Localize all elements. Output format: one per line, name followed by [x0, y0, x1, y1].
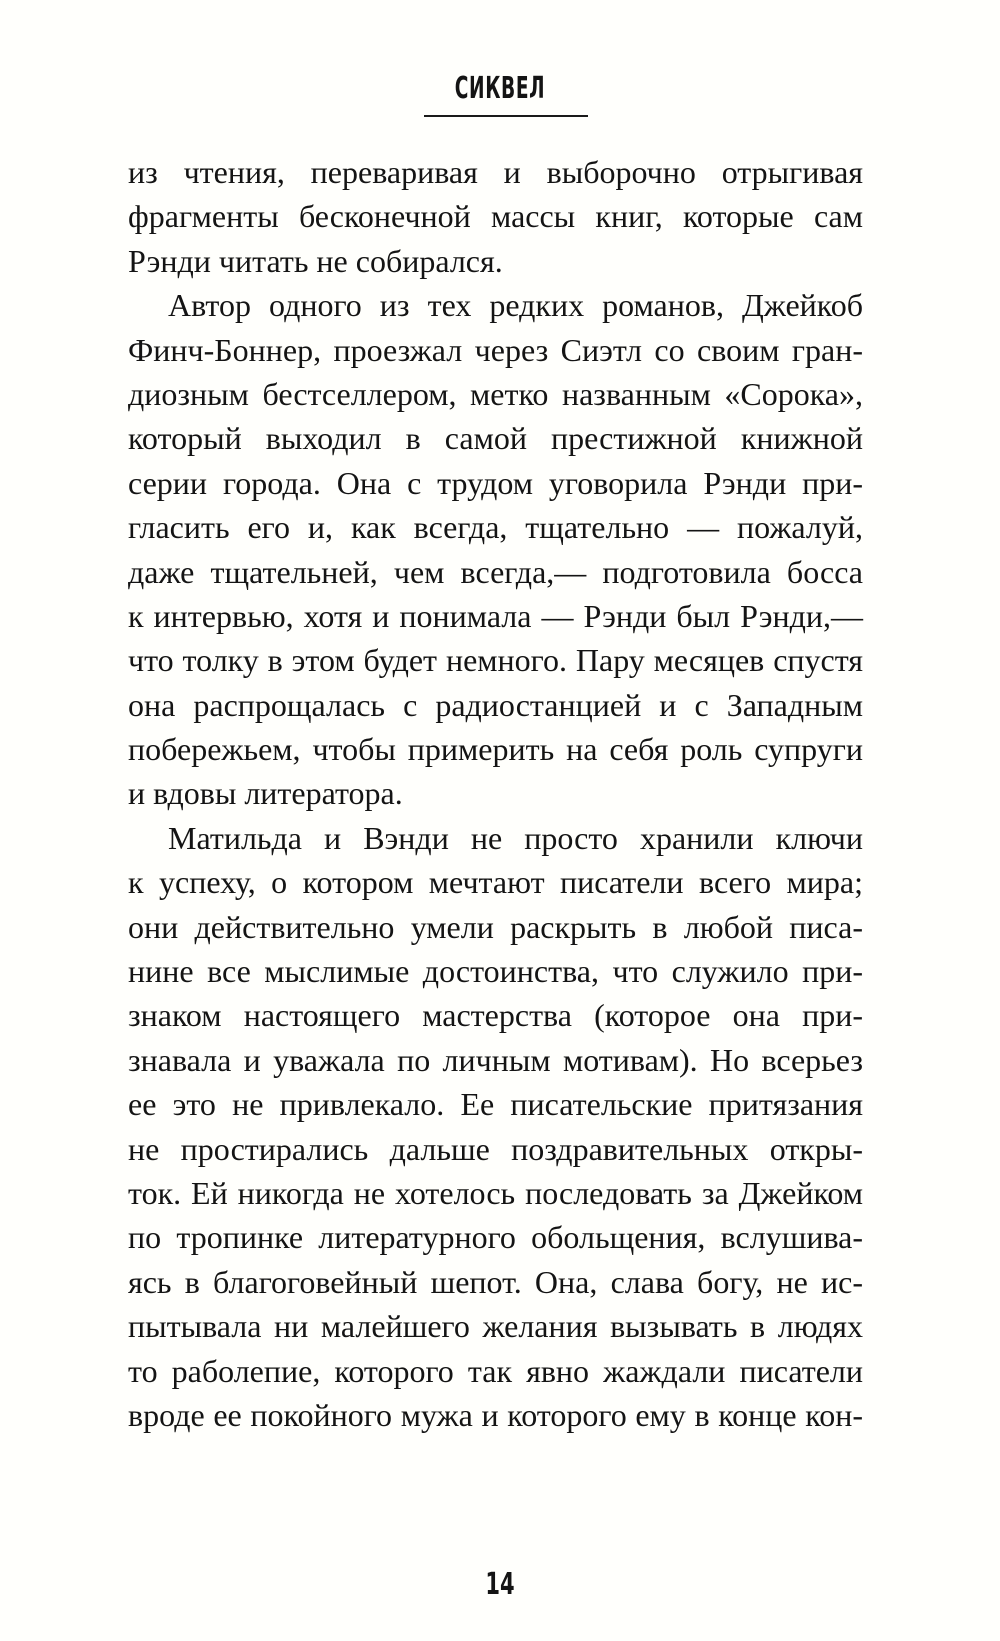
text-line: нине все мыслимые достоинства, что служило при-	[128, 953, 863, 990]
text-line: Автор одного из тех редких романов, Джейкоб	[168, 287, 863, 324]
text-line: по тропинке литературного обольщения, вслушива-	[128, 1219, 863, 1256]
text-line: они действительно умели раскрыть в любой писа-	[128, 908, 863, 945]
header-rule	[424, 115, 588, 117]
text-line: Финч-Боннер, проезжал через Сиэтл со своим гран-	[128, 331, 863, 368]
text-line: вроде ее покойного мужа и которого ему в конце кон-	[128, 1396, 863, 1433]
body-text	[128, 150, 863, 1437]
text-line: который выходил в самой престижной книжной	[128, 420, 863, 457]
text-line: из чтения, переваривая и выборочно отрыгивая	[128, 154, 863, 190]
text-line: пытывала ни малейшего желания вызывать в людях	[128, 1308, 863, 1345]
text-line: ясь в благоговейный шепот. Она, слава богу, не ис-	[128, 1263, 863, 1300]
text-line: что толку в этом будет немного. Пару месяцев спустя	[128, 642, 863, 679]
text-line: не простирались дальше поздравительных откры-	[128, 1130, 863, 1167]
text-line: знаком настоящего мастерства (которое она при-	[128, 997, 863, 1034]
text-line: ток. Ей никогда не хотелось последовать за Джейком	[128, 1174, 863, 1211]
text-line: даже тщательней, чем всегда,— подготовила босса	[128, 553, 863, 590]
text-line: Рэнди читать не собирался.	[128, 242, 503, 279]
text-line: ее это не привлекало. Ее писательские притязания	[128, 1086, 863, 1123]
text-line: побережьем, чтобы примерить на себя роль супруги	[128, 731, 863, 768]
text-line: Матильда и Вэнди не просто хранили ключи	[168, 819, 863, 856]
running-title: СИКВЕЛ	[454, 71, 546, 106]
text-line: к интервью, хотя и понимала — Рэнди был Рэнди,—	[128, 597, 863, 634]
page-number: 14	[485, 1567, 515, 1602]
text-line: она распрощалась с радиостанцией и с Западным	[128, 686, 863, 723]
text-line: диозным бестселлером, метко названным «Сорока»,	[128, 375, 863, 412]
text-line: то раболепие, которого так явно жаждали писатели	[128, 1352, 863, 1389]
text-line: к успеху, о котором мечтают писатели всего мира;	[128, 864, 863, 901]
text-line: и вдовы литератора.	[128, 775, 403, 812]
text-line: знавала и уважала по личным мотивам). Но всерьез	[128, 1041, 863, 1078]
text-line: гласить его и, как всегда, тщательно — пожалуй,	[128, 509, 863, 546]
text-line: фрагменты бесконечной массы книг, которые сам	[128, 198, 863, 235]
text-line: серии города. Она с трудом уговорила Рэнди при-	[128, 464, 863, 501]
